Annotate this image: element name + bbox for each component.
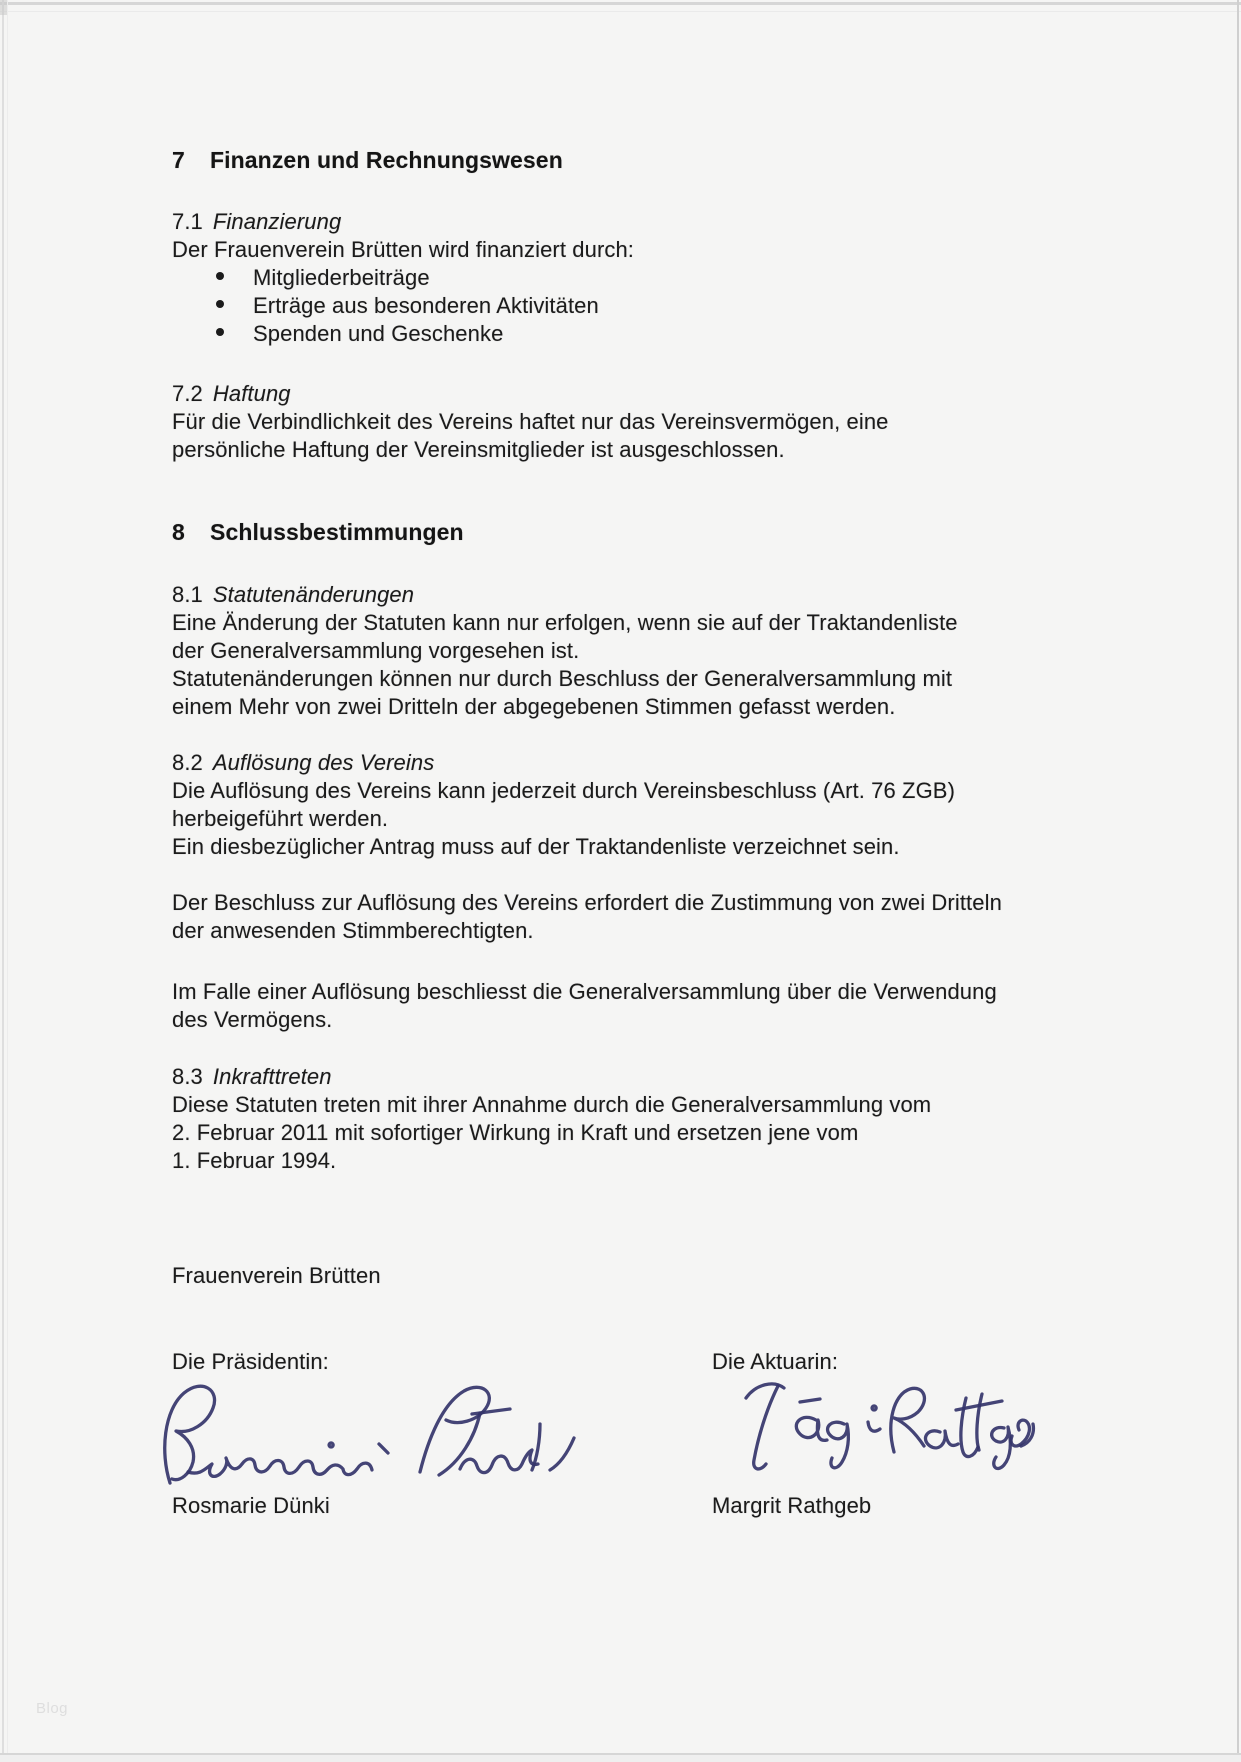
body-line: Im Falle einer Auflösung beschliesst die Generalversammlung über die Verwendung (172, 979, 997, 1004)
subsection-8-2-heading (172, 749, 434, 777)
bullet-text: Spenden und Geschenke (253, 321, 504, 346)
subsection-7-2-heading (172, 380, 291, 408)
president-label: Die Präsidentin: (172, 1349, 329, 1374)
subsection-8-1-title: Statutenänderungen (212, 582, 415, 607)
list-item (216, 320, 503, 348)
organization-name: Frauenverein Brütten (172, 1263, 381, 1288)
section-7-number: 7 (172, 147, 185, 173)
section-8-heading (172, 518, 464, 546)
body-line: Ein diesbezüglicher Antrag muss auf der Traktandenliste verzeichnet sein. (172, 834, 900, 859)
subsection-8-3-number: 8.3 (172, 1064, 203, 1089)
signature-rosmarie-duenki (158, 1380, 588, 1493)
actuary-typed-name: Margrit Rathgeb (712, 1493, 872, 1518)
subsection-8-2-number: 8.2 (172, 750, 203, 775)
body-line: Der Beschluss zur Auflösung des Vereins erfordert die Zustimmung von zwei Dritteln (172, 890, 1002, 915)
subsection-7-2-title: Haftung (212, 381, 291, 406)
body-line: Die Auflösung des Vereins kann jederzeit durch Vereinsbeschluss (Art. 76 ZGB) (172, 778, 955, 803)
page-edge-right (1237, 0, 1239, 1762)
section-8-number: 8 (172, 519, 185, 545)
section-8-title: Schlussbestimmungen (210, 519, 464, 545)
page-edge-left-faint (7, 0, 8, 1762)
body-line: einem Mehr von zwei Dritteln der abgegebenen Stimmen gefasst werden. (172, 694, 896, 719)
list-item (216, 264, 430, 292)
bullet-icon (216, 300, 224, 308)
body-line: persönliche Haftung der Vereinsmitglieder ist ausgeschlossen. (172, 437, 785, 462)
bullet-text: Mitgliederbeiträge (253, 265, 430, 290)
body-line: Statutenänderungen können nur durch Beschluss der Generalversammlung mit (172, 666, 953, 691)
body-line: Diese Statuten treten mit ihrer Annahme durch die Generalversammlung vom (172, 1092, 932, 1117)
subsection-8-1-heading (172, 581, 414, 609)
body-line: des Vermögens. (172, 1007, 333, 1032)
bullet-text: Erträge aus besonderen Aktivitäten (253, 293, 599, 318)
subsection-8-2-title: Auflösung des Vereins (212, 750, 435, 775)
page-edge-left (2, 0, 4, 1762)
section-7-title: Finanzen und Rechnungswesen (210, 147, 563, 173)
body-line: der Generalversammlung vorgesehen ist. (172, 638, 580, 663)
subsection-7-1-heading (172, 208, 341, 236)
subsection-8-3-heading (172, 1063, 332, 1091)
bullet-icon (216, 272, 224, 280)
section-7-heading (172, 146, 563, 174)
signature-ink-strokes (716, 1372, 1036, 1477)
faint-watermark: Blog (36, 1700, 69, 1717)
body-line: 1. Februar 1994. (172, 1148, 337, 1173)
page-edge-top (0, 2, 1241, 5)
body-line: Eine Änderung der Statuten kann nur erfolgen, wenn sie auf der Traktandenliste (172, 610, 958, 635)
body-line: 2. Februar 2011 mit sofortiger Wirkung in Kraft und ersetzen jene vom (172, 1120, 859, 1145)
subsection-8-1-number: 8.1 (172, 582, 203, 607)
subsection-7-1-intro: Der Frauenverein Brütten wird finanziert durch: (172, 237, 635, 262)
signature-ink-strokes (158, 1380, 588, 1488)
bullet-icon (216, 328, 224, 336)
signature-margrit-rathgeb (716, 1372, 1036, 1482)
subsection-7-1-number: 7.1 (172, 209, 203, 234)
subsection-7-1-title: Finanzierung (212, 209, 342, 234)
subsection-7-2-number: 7.2 (172, 381, 203, 406)
body-line: Für die Verbindlichkeit des Vereins haftet nur das Vereinsvermögen, eine (172, 409, 889, 434)
page-edge-top-faint (0, 11, 1241, 12)
subsection-8-3-title: Inkrafttreten (212, 1064, 332, 1089)
page-edge-bottom-strip (0, 1755, 1241, 1762)
president-typed-name: Rosmarie Dünki (172, 1493, 330, 1518)
list-item (216, 292, 599, 320)
body-line: herbeigeführt werden. (172, 806, 389, 831)
body-line: der anwesenden Stimmberechtigten. (172, 918, 534, 943)
scan-corner-mark (0, 0, 7, 15)
actuary-label: Die Aktuarin: (712, 1349, 839, 1374)
